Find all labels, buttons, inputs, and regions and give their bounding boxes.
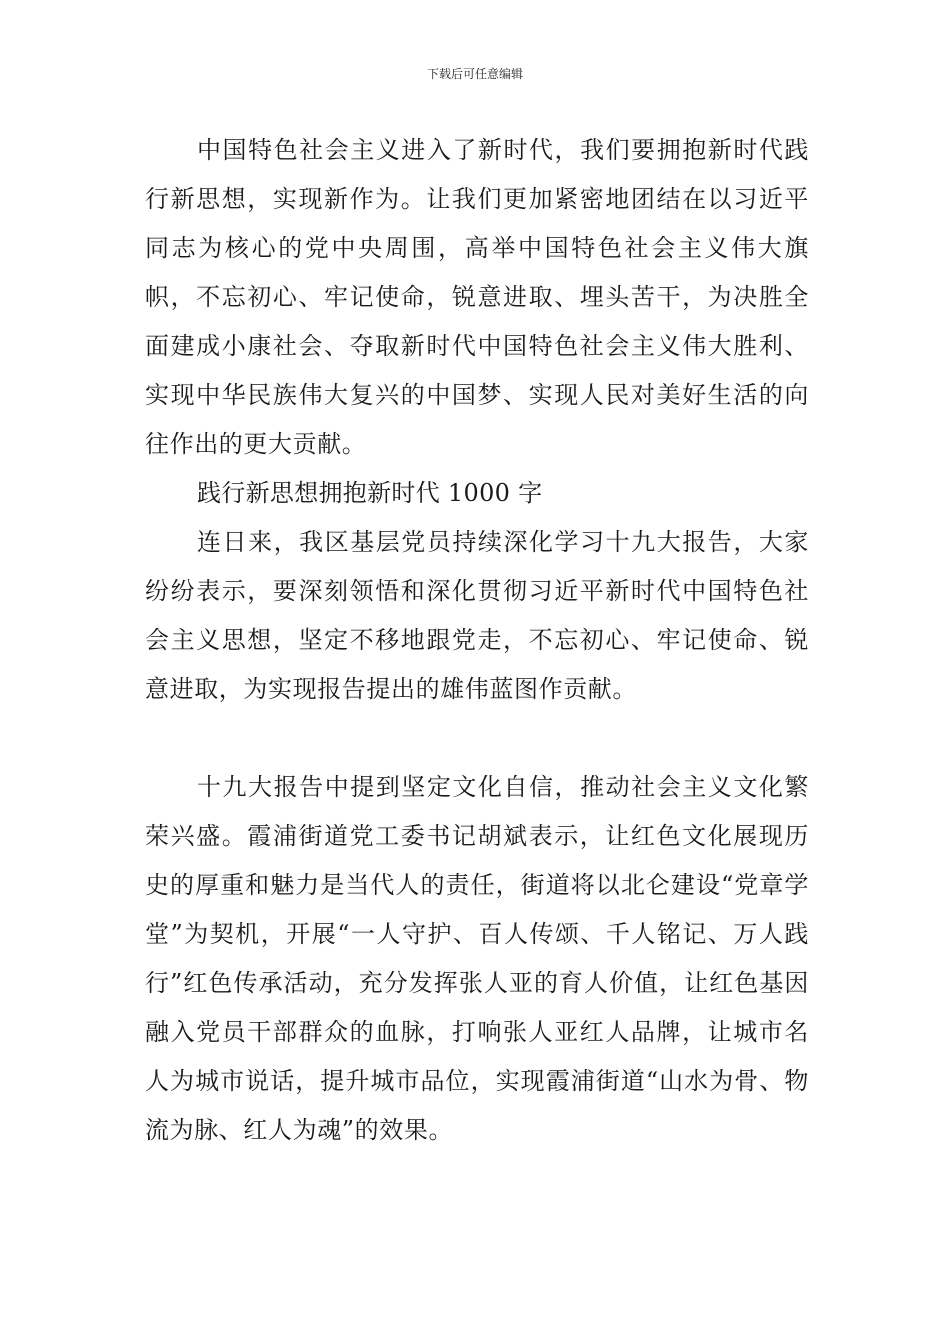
blank-line (145, 714, 809, 763)
paragraph-culture: 十九大报告中提到坚定文化自信，推动社会主义文化繁荣兴盛。霞浦街道党工委书记胡斌表示，让红色文化展现历史的厚重和魅力是当代人的责任，街道将以北仑建设“党章学堂”为契机，开展“一人守护、百人传颂、千人铭记、万人践行”红色传承活动，充分发挥张人亚的育人价值，让红色基因融入党员干部群众的血脉，打响张人亚红人品牌，让城市名人为城市说话，提升城市品位，实现霞浦街道“山水为骨、物流为脉、红人为魂”的效果。 (145, 773, 809, 1144)
page-header-note: 下载后可任意编辑 (426, 67, 523, 81)
paragraph-party-members: 连日来，我区基层党员持续深化学习十九大报告，大家纷纷表示，要深刻领悟和深化贯彻习近平新时代中国特色社会主义思想，坚定不移地跟党走，不忘初心、牢记使命、锐意进取，为实现报告提出的雄伟蓝图作贡献。 (145, 528, 809, 703)
document-body (145, 126, 809, 1155)
article-title: 践行新思想拥抱新时代 1000 字 (197, 479, 543, 507)
paragraph-intro: 中国特色社会主义进入了新时代，我们要拥抱新时代践行新思想，实现新作为。让我们更加紧密地团结在以习近平同志为核心的党中央周围，高举中国特色社会主义伟大旗帜，不忘初心、牢记使命，锐意进取、埋头苦干，为决胜全面建成小康社会、夺取新时代中国特色社会主义伟大胜利、实现中华民族伟大复兴的中国梦、实现人民对美好生活的向往作出的更大贡献。 (145, 136, 809, 458)
